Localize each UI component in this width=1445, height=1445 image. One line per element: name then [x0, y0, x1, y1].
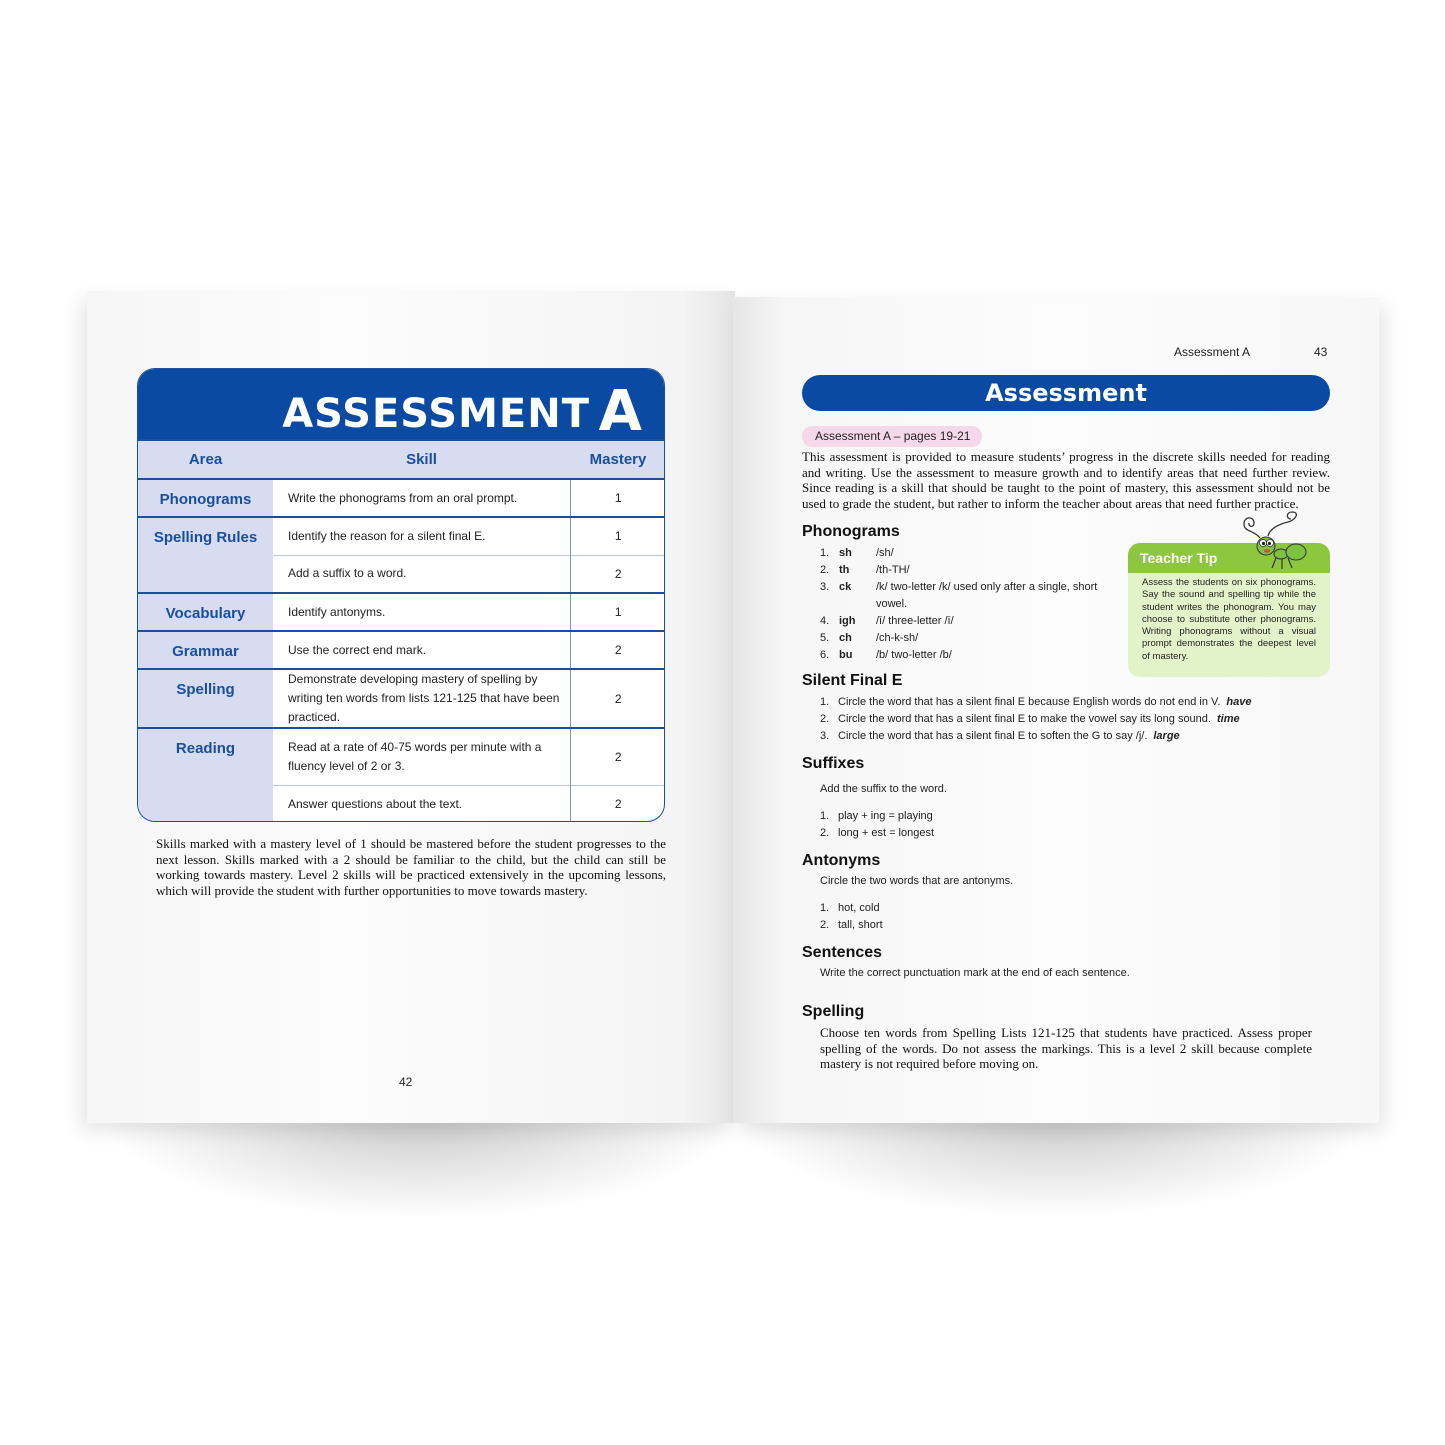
item-text: tall, short — [838, 919, 883, 931]
list-item — [820, 562, 1120, 579]
table-row — [138, 593, 665, 631]
phonogram-letters: bu — [839, 649, 853, 661]
area-cell: Grammar — [138, 631, 273, 669]
skill-cell: Read at a rate of 40-75 words per minute with a fluency level of 2 or 3. — [273, 728, 570, 785]
banner-title-letter: A — [598, 379, 642, 444]
table-row — [138, 631, 665, 669]
skill-cell: Identify antonyms. — [273, 593, 570, 631]
sentences-instruction: Write the correct punctuation mark at the end of each sentence. — [820, 967, 1130, 979]
phonogram-list — [820, 545, 1120, 664]
heading-sentences: Sentences — [802, 944, 883, 961]
list-item — [820, 630, 1120, 647]
item-text: play + ing = playing — [838, 810, 933, 822]
heading-phonograms: Phonograms — [802, 523, 900, 540]
area-cell: Reading — [138, 728, 273, 822]
teacher-tip-title: Teacher Tip — [1128, 543, 1330, 573]
teacher-tip-body: Assess the students on six phonograms. Say the sound and spelling tip while the student writes the phonogram. You may choose to substitute other phonograms. Writing phonograms without a visual prompt demonstrates the deepest level of mastery. — [1142, 577, 1316, 662]
skill-cell: Answer questions about the text. — [273, 785, 570, 822]
mastery-explanation-paragraph: Skills marked with a mastery level of 1 should be mastered before the student progresses to the next lesson. Skills marked with a 2 should be familiar to the child, but the child can still be working towards mastery. Level 2 skills will be practiced extensively in the upcoming lessons, which will provide the student with further opportunities to move towards mastery. — [156, 836, 666, 898]
assessment-banner — [138, 369, 664, 444]
item-number: 1. — [820, 902, 830, 914]
item-number: 1. — [820, 547, 830, 559]
phonogram-sound: /b/ two-letter /b/ — [876, 649, 952, 661]
table-row — [138, 669, 665, 728]
item-answer: time — [1216, 713, 1240, 725]
phonogram-sound: /ch-k-sh/ — [876, 632, 919, 644]
item-text: hot, cold — [838, 902, 880, 914]
header-area: Area — [138, 440, 273, 479]
table-row — [138, 728, 665, 785]
skill-cell: Demonstrate developing mastery of spelling by writing ten words from lists 121-125 that have been practiced. — [273, 669, 570, 728]
phonogram-sound: /sh/ — [876, 547, 894, 559]
item-number: 6. — [820, 649, 830, 661]
heading-suffixes: Suffixes — [802, 755, 865, 772]
item-text: Circle the word that has a silent final E to make the vowel say its long sound. — [838, 713, 1211, 725]
skill-cell: Identify the reason for a silent final E. — [273, 517, 570, 555]
item-number: 1. — [820, 810, 830, 822]
phonogram-letters: igh — [839, 615, 856, 627]
area-cell: Spelling — [138, 669, 273, 728]
list-item — [820, 579, 1120, 613]
spelling-paragraph: Choose ten words from Spelling Lists 121-125 that students have practiced. Assess proper spelling of the words. Do not assess the markings. This is a level 2 skill because complete mastery is not required before moving on. — [820, 1025, 1312, 1072]
mastery-cell: 1 — [570, 593, 665, 631]
mastery-cell: 2 — [570, 785, 665, 822]
phonogram-sound: /ī/ three-letter /ī/ — [876, 615, 954, 627]
phonogram-letters: ck — [839, 581, 852, 593]
item-text: Circle the word that has a silent final E to soften the G to say /j/. — [838, 730, 1148, 742]
antonyms-instruction: Circle the two words that are antonyms. — [820, 875, 1014, 887]
item-number: 2. — [820, 564, 830, 576]
area-cell: Spelling Rules — [138, 517, 273, 593]
mastery-cell: 2 — [570, 631, 665, 669]
area-cell: Vocabulary — [138, 593, 273, 631]
ant-mascot-icon — [1236, 510, 1316, 572]
item-number: 3. — [820, 730, 830, 742]
phonogram-letters: th — [839, 564, 850, 576]
table-row — [138, 517, 665, 555]
skills-table — [138, 439, 665, 822]
item-number: 2. — [820, 713, 830, 725]
list-item — [820, 613, 1120, 630]
mastery-cell: 1 — [570, 517, 665, 555]
skill-cell: Use the correct end mark. — [273, 631, 570, 669]
mastery-cell: 2 — [570, 728, 665, 785]
assessment-section-banner: Assessment — [802, 375, 1330, 411]
table-header-row — [138, 440, 665, 479]
heading-spelling: Spelling — [802, 1003, 865, 1020]
page-number-left: 42 — [399, 1075, 413, 1089]
phonogram-sound: /th-TH/ — [876, 564, 910, 576]
item-number: 2. — [820, 827, 830, 839]
phonogram-sound: /k/ two-letter /k/ used only after a single, short vowel. — [876, 581, 1098, 610]
book-shadow-left — [95, 1110, 745, 1220]
running-head: Assessment A — [1174, 345, 1251, 359]
item-answer: have — [1226, 696, 1252, 708]
item-answer: large — [1153, 730, 1180, 742]
item-number: 1. — [820, 696, 830, 708]
page-number-right: 43 — [1314, 345, 1328, 359]
header-mastery: Mastery — [570, 440, 665, 479]
phonogram-letters: ch — [839, 632, 852, 644]
header-skill: Skill — [273, 440, 570, 479]
mastery-cell: 2 — [570, 555, 665, 593]
list-item — [820, 545, 1120, 562]
item-number: 3. — [820, 581, 830, 593]
item-number: 5. — [820, 632, 830, 644]
mastery-cell: 2 — [570, 669, 665, 728]
pages-reference-tag: Assessment A – pages 19-21 — [802, 426, 982, 447]
item-text: long + est = longest — [838, 827, 935, 839]
heading-antonyms: Antonyms — [802, 852, 881, 869]
suffixes-instruction: Add the suffix to the word. — [820, 783, 947, 795]
table-row — [138, 479, 665, 517]
area-cell: Phonograms — [138, 479, 273, 517]
skill-cell: Write the phonograms from an oral prompt. — [273, 479, 570, 517]
banner-title-word: ASSESSMENT — [282, 391, 590, 437]
intro-paragraph: This assessment is provided to measure students’ progress in the discrete skills needed for reading and writing. Use the assessment to measure growth and to identify areas that need further review. Since reading is a skill that should be taught to the point of mastery, this assessment should not be used to grade the student, but rather to inform the teacher about areas that need further practice. — [802, 449, 1330, 511]
heading-silent-final-e: Silent Final E — [802, 672, 903, 689]
item-text: Circle the word that has a silent final E because English words do not end in V. — [838, 696, 1221, 708]
mastery-cell: 1 — [570, 479, 665, 517]
item-number: 4. — [820, 615, 830, 627]
book-shadow-right — [730, 1108, 1380, 1218]
item-number: 2. — [820, 919, 830, 931]
list-item — [820, 647, 1120, 664]
skill-cell: Add a suffix to a word. — [273, 555, 570, 593]
phonogram-letters: sh — [839, 547, 852, 559]
assessment-table-card — [137, 368, 665, 822]
